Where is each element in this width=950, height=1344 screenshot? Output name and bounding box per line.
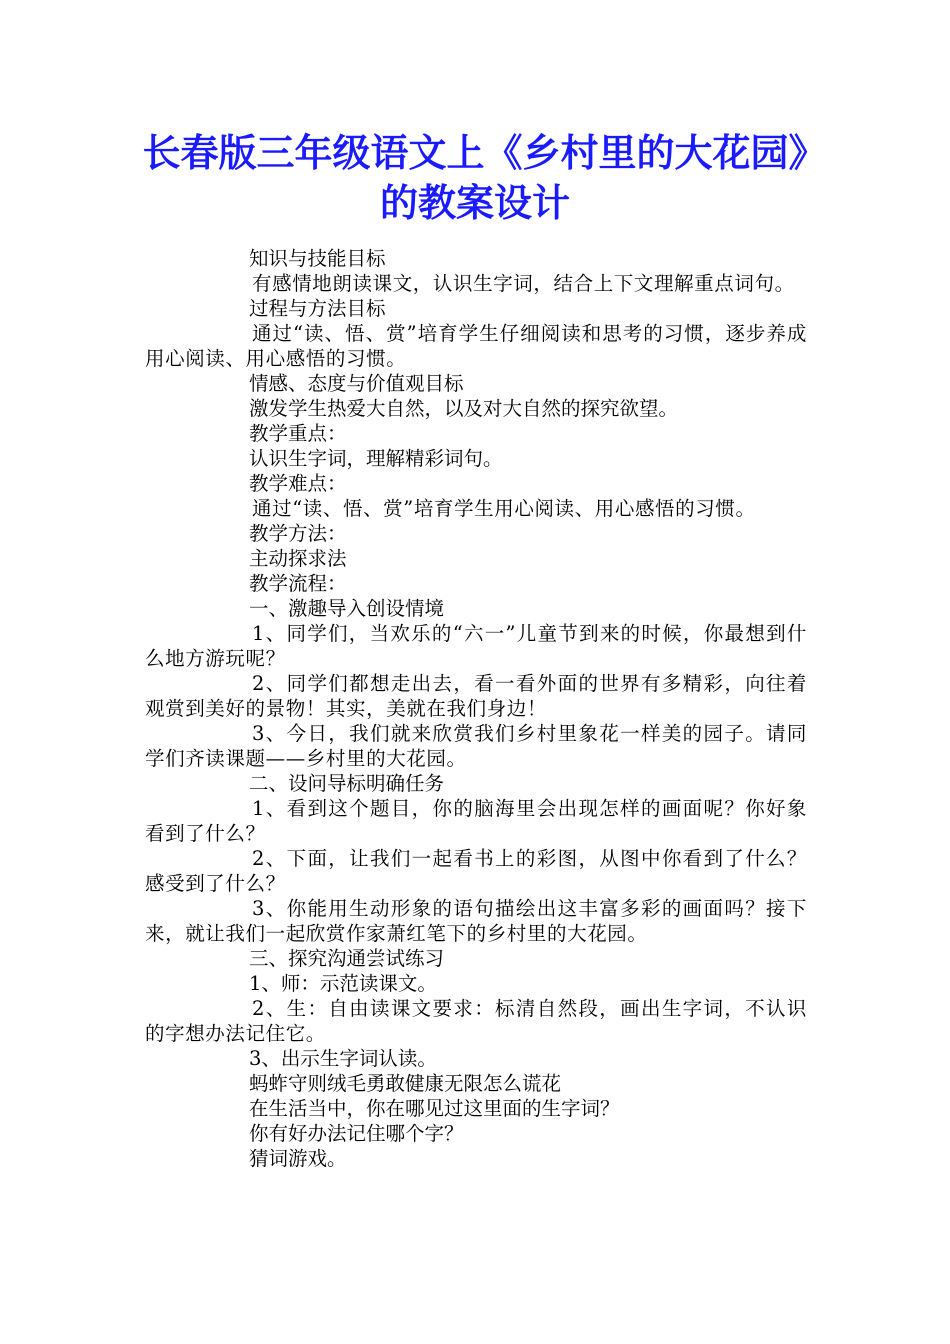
paragraph: 2、生：自由读课文要求：标清自然段，画出生字词，不认识的字想办法记住它。 xyxy=(145,997,807,1045)
paragraph: 猜词游戏。 xyxy=(249,1147,347,1170)
paragraph: 3、你能用生动形象的语句描绘出这丰富多彩的画面吗？接下来，就让我们一起欣赏作家萧红笔下的乡村里的大花园。 xyxy=(145,897,807,945)
paragraph: 主动探求法 xyxy=(249,547,347,570)
paragraph: 过程与方法目标 xyxy=(249,297,386,320)
paragraph: 教学流程： xyxy=(249,572,347,595)
paragraph: 教学方法： xyxy=(249,522,347,545)
paragraph: 情感、态度与价值观目标 xyxy=(249,372,464,395)
paragraph: 1、看到这个题目，你的脑海里会出现怎样的画面呢？你好象看到了什么？ xyxy=(145,797,807,845)
paragraph: 有感情地朗读课文，认识生字词，结合上下文理解重点词句。 xyxy=(252,272,795,295)
paragraph: 1、同学们，当欢乐的“六一”儿童节到来的时候，你最想到什么地方游玩呢？ xyxy=(145,622,807,670)
paragraph: 教学重点： xyxy=(249,422,347,445)
document-body xyxy=(145,246,807,1171)
paragraph: 三、探究沟通尝试练习 xyxy=(249,947,445,970)
paragraph: 教学难点： xyxy=(249,472,347,495)
paragraph: 2、下面，让我们一起看书上的彩图，从图中你看到了什么？感受到了什么？ xyxy=(145,847,807,895)
paragraph: 通过“读、悟、赏”培育学生仔细阅读和思考的习惯，逐步养成用心阅读、用心感悟的习惯。 xyxy=(145,322,807,370)
paragraph: 通过“读、悟、赏”培育学生用心阅读、用心感悟的习惯。 xyxy=(252,497,756,520)
paragraph: 一、激趣导入创设情境 xyxy=(249,597,445,620)
document-title: 长春版三年级语文上《乡村里的大花园》的教案设计 xyxy=(142,131,808,225)
paragraph: 认识生字词，理解精彩词句。 xyxy=(249,447,503,470)
paragraph: 在生活当中，你在哪见过这里面的生字词？ xyxy=(249,1097,620,1120)
paragraph: 你有好办法记住哪个字？ xyxy=(249,1122,464,1145)
paragraph: 知识与技能目标 xyxy=(249,247,386,270)
paragraph: 蚂蚱守则绒毛勇敢健康无限怎么谎花 xyxy=(249,1072,562,1095)
paragraph: 二、设问导标明确任务 xyxy=(249,772,445,795)
paragraph: 3、今日，我们就来欣赏我们乡村里象花一样美的园子。请同学们齐读课题——乡村里的大花园。 xyxy=(145,722,807,770)
paragraph: 激发学生热爱大自然，以及对大自然的探究欲望。 xyxy=(249,397,679,420)
paragraph: 1、师：示范读课文。 xyxy=(249,972,437,995)
paragraph: 2、同学们都想走出去，看一看外面的世界有多精彩，向往着观赏到美好的景物！其实，美就在我们身边！ xyxy=(145,672,807,720)
paragraph: 3、出示生字词认读。 xyxy=(249,1047,437,1070)
